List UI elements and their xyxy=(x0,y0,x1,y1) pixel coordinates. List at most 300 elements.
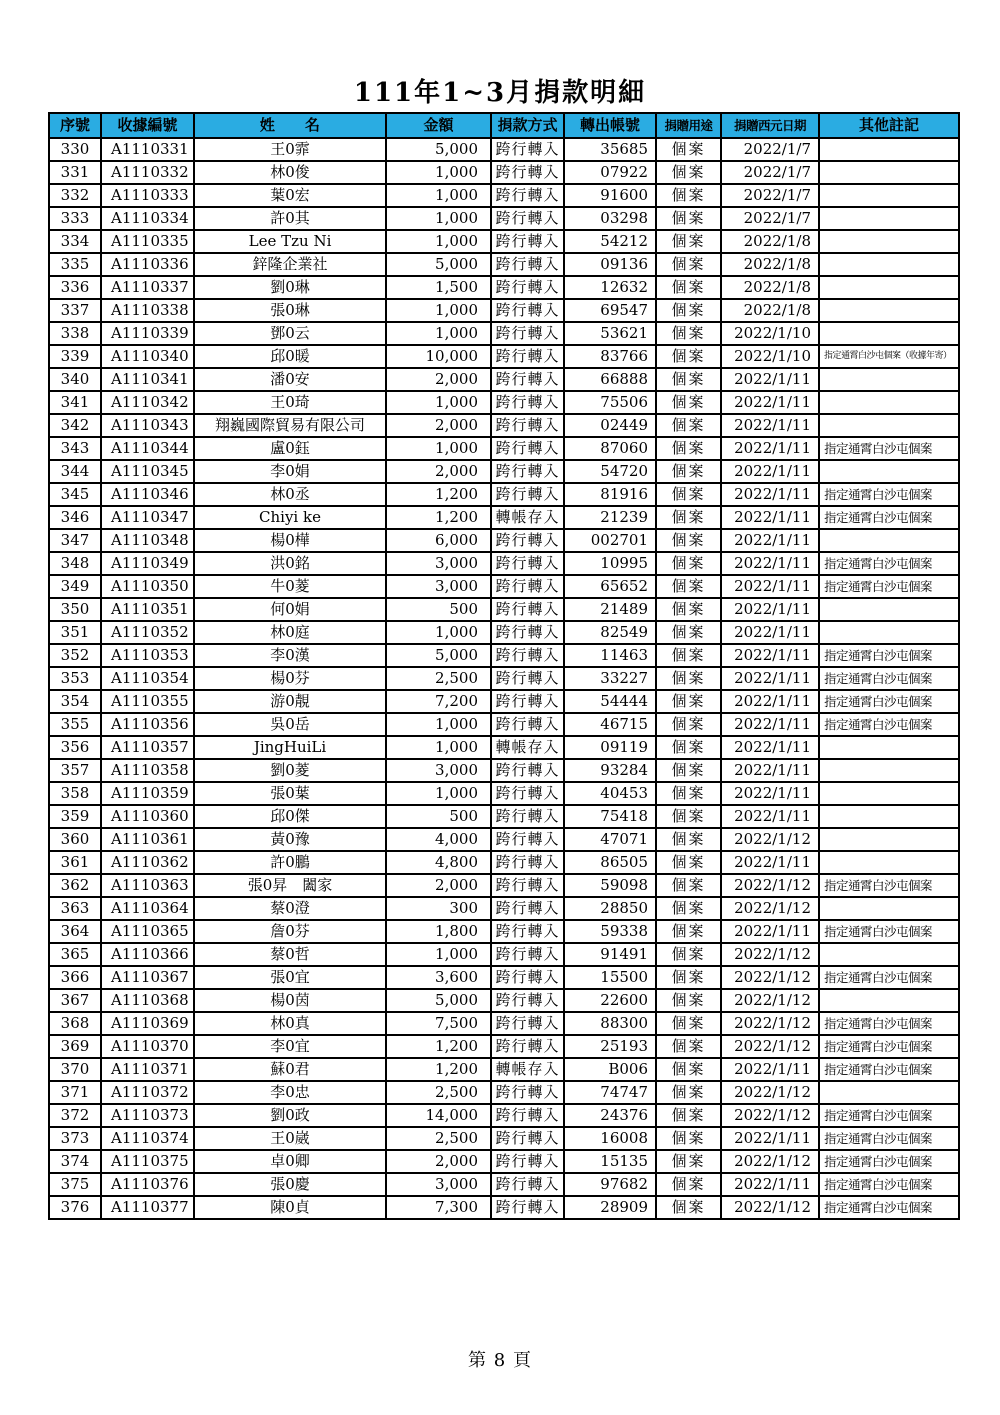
cell-other-notes xyxy=(819,230,959,253)
cell-transfer-account: 53621 xyxy=(564,322,656,345)
cell-transfer-account: 33227 xyxy=(564,667,656,690)
cell-serial: 363 xyxy=(49,897,101,920)
cell-donor-name: 許0其 xyxy=(194,207,386,230)
cell-transfer-account: 82549 xyxy=(564,621,656,644)
cell-donor-name: 鋅隆企業社 xyxy=(194,253,386,276)
cell-serial: 367 xyxy=(49,989,101,1012)
cell-serial: 373 xyxy=(49,1127,101,1150)
cell-amount: 1,000 xyxy=(386,782,491,805)
cell-donation-date: 2022/1/11 xyxy=(721,552,819,575)
table-row xyxy=(49,667,959,690)
cell-donor-name: 林0真 xyxy=(194,1012,386,1035)
cell-donor-name: 王0琦 xyxy=(194,391,386,414)
cell-serial: 334 xyxy=(49,230,101,253)
cell-serial: 349 xyxy=(49,575,101,598)
page-number: 第 8 頁 xyxy=(468,1350,532,1371)
cell-receipt-number: A1110346 xyxy=(101,483,194,506)
table-row xyxy=(49,575,959,598)
cell-other-notes xyxy=(819,460,959,483)
cell-serial: 372 xyxy=(49,1104,101,1127)
cell-serial: 340 xyxy=(49,368,101,391)
cell-amount: 1,200 xyxy=(386,1035,491,1058)
cell-serial: 376 xyxy=(49,1196,101,1219)
cell-other-notes xyxy=(819,782,959,805)
cell-serial: 350 xyxy=(49,598,101,621)
cell-receipt-number: A1110354 xyxy=(101,667,194,690)
header-donor-name: 姓 名 xyxy=(194,113,386,138)
cell-other-notes xyxy=(819,943,959,966)
cell-donation-method: 跨行轉入 xyxy=(491,253,564,276)
cell-transfer-account: 15500 xyxy=(564,966,656,989)
cell-donation-method: 跨行轉入 xyxy=(491,1196,564,1219)
cell-donor-name: 林0庭 xyxy=(194,621,386,644)
cell-receipt-number: A1110370 xyxy=(101,1035,194,1058)
cell-donor-name: 張0昇 闔家 xyxy=(194,874,386,897)
cell-other-notes: 指定通霄白沙屯個案 xyxy=(819,1173,959,1196)
cell-donation-method: 跨行轉入 xyxy=(491,184,564,207)
cell-other-notes xyxy=(819,621,959,644)
cell-receipt-number: A1110368 xyxy=(101,989,194,1012)
cell-receipt-number: A1110343 xyxy=(101,414,194,437)
cell-receipt-number: A1110372 xyxy=(101,1081,194,1104)
cell-receipt-number: A1110366 xyxy=(101,943,194,966)
cell-serial: 364 xyxy=(49,920,101,943)
cell-donation-date: 2022/1/11 xyxy=(721,920,819,943)
cell-receipt-number: A1110367 xyxy=(101,966,194,989)
cell-other-notes: 指定通霄白沙屯個案 xyxy=(819,1012,959,1035)
cell-donation-date: 2022/1/8 xyxy=(721,276,819,299)
cell-receipt-number: A1110340 xyxy=(101,345,194,368)
cell-transfer-account: 83766 xyxy=(564,345,656,368)
cell-receipt-number: A1110373 xyxy=(101,1104,194,1127)
cell-transfer-account: 69547 xyxy=(564,299,656,322)
cell-donation-date: 2022/1/11 xyxy=(721,759,819,782)
cell-donation-purpose: 個案 xyxy=(656,437,721,460)
cell-receipt-number: A1110344 xyxy=(101,437,194,460)
table-row xyxy=(49,920,959,943)
cell-donation-purpose: 個案 xyxy=(656,161,721,184)
cell-other-notes: 指定通霄白沙屯個案（收據年寄） xyxy=(819,345,959,368)
cell-donation-purpose: 個案 xyxy=(656,368,721,391)
cell-transfer-account: 54212 xyxy=(564,230,656,253)
table-row xyxy=(49,299,959,322)
cell-transfer-account: 91491 xyxy=(564,943,656,966)
cell-donor-name: Lee Tzu Ni xyxy=(194,230,386,253)
cell-receipt-number: A1110339 xyxy=(101,322,194,345)
cell-transfer-account: B006 xyxy=(564,1058,656,1081)
cell-transfer-account: 46715 xyxy=(564,713,656,736)
table-row xyxy=(49,644,959,667)
cell-receipt-number: A1110345 xyxy=(101,460,194,483)
cell-receipt-number: A1110331 xyxy=(101,138,194,161)
table-row xyxy=(49,552,959,575)
cell-donation-method: 跨行轉入 xyxy=(491,805,564,828)
cell-donor-name: 楊0樺 xyxy=(194,529,386,552)
cell-receipt-number: A1110350 xyxy=(101,575,194,598)
cell-amount: 5,000 xyxy=(386,644,491,667)
cell-serial: 339 xyxy=(49,345,101,368)
cell-receipt-number: A1110336 xyxy=(101,253,194,276)
cell-other-notes: 指定通霄白沙屯個案 xyxy=(819,1196,959,1219)
table-row xyxy=(49,161,959,184)
cell-donation-purpose: 個案 xyxy=(656,1196,721,1219)
cell-other-notes: 指定通霄白沙屯個案 xyxy=(819,690,959,713)
cell-donation-purpose: 個案 xyxy=(656,253,721,276)
table-row xyxy=(49,276,959,299)
header-amount: 金額 xyxy=(386,113,491,138)
cell-other-notes: 指定通霄白沙屯個案 xyxy=(819,713,959,736)
cell-donation-method: 跨行轉入 xyxy=(491,1173,564,1196)
cell-other-notes xyxy=(819,1081,959,1104)
cell-receipt-number: A1110342 xyxy=(101,391,194,414)
header-other-notes: 其他註記 xyxy=(819,113,959,138)
cell-other-notes xyxy=(819,529,959,552)
header-donation-purpose: 捐贈用途 xyxy=(656,113,721,138)
cell-donation-date: 2022/1/11 xyxy=(721,437,819,460)
cell-donation-method: 跨行轉入 xyxy=(491,690,564,713)
header-donation-method: 捐款方式 xyxy=(491,113,564,138)
cell-serial: 333 xyxy=(49,207,101,230)
cell-other-notes: 指定通霄白沙屯個案 xyxy=(819,1150,959,1173)
cell-donation-method: 跨行轉入 xyxy=(491,621,564,644)
cell-donor-name: 邱0暖 xyxy=(194,345,386,368)
cell-donation-method: 跨行轉入 xyxy=(491,598,564,621)
cell-serial: 357 xyxy=(49,759,101,782)
table-row xyxy=(49,322,959,345)
table-row xyxy=(49,460,959,483)
cell-donation-purpose: 個案 xyxy=(656,322,721,345)
cell-donation-method: 跨行轉入 xyxy=(491,644,564,667)
cell-receipt-number: A1110351 xyxy=(101,598,194,621)
cell-amount: 500 xyxy=(386,805,491,828)
cell-serial: 366 xyxy=(49,966,101,989)
cell-donation-date: 2022/1/12 xyxy=(721,989,819,1012)
cell-donation-purpose: 個案 xyxy=(656,943,721,966)
cell-other-notes xyxy=(819,161,959,184)
cell-amount: 1,000 xyxy=(386,299,491,322)
cell-receipt-number: A1110335 xyxy=(101,230,194,253)
cell-donation-method: 跨行轉入 xyxy=(491,828,564,851)
table-header xyxy=(49,113,959,138)
cell-donor-name: 劉0琳 xyxy=(194,276,386,299)
cell-amount: 1,000 xyxy=(386,161,491,184)
table-row xyxy=(49,851,959,874)
table-row xyxy=(49,1058,959,1081)
table-row xyxy=(49,138,959,161)
cell-donor-name: 林0丞 xyxy=(194,483,386,506)
cell-amount: 2,000 xyxy=(386,460,491,483)
cell-receipt-number: A1110338 xyxy=(101,299,194,322)
cell-donation-date: 2022/1/11 xyxy=(721,1127,819,1150)
cell-amount: 1,200 xyxy=(386,506,491,529)
cell-amount: 7,200 xyxy=(386,690,491,713)
cell-transfer-account: 87060 xyxy=(564,437,656,460)
cell-donation-purpose: 個案 xyxy=(656,299,721,322)
table-row xyxy=(49,621,959,644)
cell-amount: 1,000 xyxy=(386,207,491,230)
cell-other-notes: 指定通霄白沙屯個案 xyxy=(819,1058,959,1081)
cell-donor-name: 翔巍國際貿易有限公司 xyxy=(194,414,386,437)
cell-other-notes: 指定通霄白沙屯個案 xyxy=(819,920,959,943)
cell-donation-purpose: 個案 xyxy=(656,874,721,897)
cell-donor-name: 詹0芬 xyxy=(194,920,386,943)
cell-serial: 338 xyxy=(49,322,101,345)
cell-donation-date: 2022/1/11 xyxy=(721,483,819,506)
cell-donation-method: 跨行轉入 xyxy=(491,230,564,253)
cell-donation-purpose: 個案 xyxy=(656,138,721,161)
cell-donor-name: 吳0岳 xyxy=(194,713,386,736)
table-row xyxy=(49,690,959,713)
cell-donation-purpose: 個案 xyxy=(656,506,721,529)
cell-donation-date: 2022/1/12 xyxy=(721,828,819,851)
cell-donation-date: 2022/1/11 xyxy=(721,391,819,414)
cell-serial: 346 xyxy=(49,506,101,529)
cell-donor-name: JingHuiLi xyxy=(194,736,386,759)
cell-donation-purpose: 個案 xyxy=(656,345,721,368)
cell-donor-name: 牛0菱 xyxy=(194,575,386,598)
cell-donor-name: 蔡0澄 xyxy=(194,897,386,920)
cell-serial: 348 xyxy=(49,552,101,575)
cell-donor-name: 張0葉 xyxy=(194,782,386,805)
cell-donor-name: 王0霏 xyxy=(194,138,386,161)
cell-other-notes: 指定通霄白沙屯個案 xyxy=(819,667,959,690)
cell-other-notes xyxy=(819,276,959,299)
cell-amount: 1,000 xyxy=(386,713,491,736)
cell-receipt-number: A1110371 xyxy=(101,1058,194,1081)
cell-donation-date: 2022/1/11 xyxy=(721,414,819,437)
cell-donation-method: 跨行轉入 xyxy=(491,138,564,161)
header-transfer-account: 轉出帳號 xyxy=(564,113,656,138)
cell-other-notes: 指定通霄白沙屯個案 xyxy=(819,437,959,460)
cell-transfer-account: 66888 xyxy=(564,368,656,391)
cell-donation-purpose: 個案 xyxy=(656,966,721,989)
cell-donor-name: 陳0貞 xyxy=(194,1196,386,1219)
cell-donation-date: 2022/1/12 xyxy=(721,1035,819,1058)
cell-amount: 10,000 xyxy=(386,345,491,368)
cell-transfer-account: 86505 xyxy=(564,851,656,874)
table-row xyxy=(49,1196,959,1219)
table-row xyxy=(49,529,959,552)
cell-amount: 2,500 xyxy=(386,667,491,690)
cell-other-notes xyxy=(819,391,959,414)
cell-donation-date: 2022/1/11 xyxy=(721,621,819,644)
cell-receipt-number: A1110352 xyxy=(101,621,194,644)
cell-transfer-account: 15135 xyxy=(564,1150,656,1173)
cell-receipt-number: A1110349 xyxy=(101,552,194,575)
cell-donation-method: 跨行轉入 xyxy=(491,161,564,184)
cell-amount: 1,000 xyxy=(386,230,491,253)
cell-donor-name: 張0琳 xyxy=(194,299,386,322)
cell-transfer-account: 03298 xyxy=(564,207,656,230)
cell-donor-name: 李0宜 xyxy=(194,1035,386,1058)
table-row xyxy=(49,759,959,782)
cell-receipt-number: A1110364 xyxy=(101,897,194,920)
cell-amount: 3,000 xyxy=(386,1173,491,1196)
cell-donation-purpose: 個案 xyxy=(656,575,721,598)
table-row xyxy=(49,207,959,230)
cell-amount: 3,000 xyxy=(386,575,491,598)
cell-donation-purpose: 個案 xyxy=(656,1012,721,1035)
cell-donation-purpose: 個案 xyxy=(656,736,721,759)
cell-donor-name: 林0俊 xyxy=(194,161,386,184)
cell-donation-date: 2022/1/11 xyxy=(721,782,819,805)
cell-donation-date: 2022/1/11 xyxy=(721,1058,819,1081)
cell-serial: 358 xyxy=(49,782,101,805)
cell-amount: 3,000 xyxy=(386,552,491,575)
cell-donation-method: 跨行轉入 xyxy=(491,989,564,1012)
cell-amount: 1,000 xyxy=(386,736,491,759)
table-row xyxy=(49,828,959,851)
cell-donation-purpose: 個案 xyxy=(656,207,721,230)
cell-amount: 3,000 xyxy=(386,759,491,782)
cell-serial: 345 xyxy=(49,483,101,506)
cell-donation-date: 2022/1/11 xyxy=(721,506,819,529)
cell-serial: 369 xyxy=(49,1035,101,1058)
cell-donor-name: 張0宜 xyxy=(194,966,386,989)
header-receipt-number: 收據編號 xyxy=(101,113,194,138)
cell-transfer-account: 65652 xyxy=(564,575,656,598)
cell-donation-method: 轉帳存入 xyxy=(491,506,564,529)
cell-transfer-account: 11463 xyxy=(564,644,656,667)
cell-amount: 7,300 xyxy=(386,1196,491,1219)
cell-donation-method: 跨行轉入 xyxy=(491,713,564,736)
cell-serial: 375 xyxy=(49,1173,101,1196)
cell-donor-name: 洪0銘 xyxy=(194,552,386,575)
cell-amount: 4,000 xyxy=(386,828,491,851)
cell-amount: 500 xyxy=(386,598,491,621)
cell-transfer-account: 40453 xyxy=(564,782,656,805)
cell-donation-method: 跨行轉入 xyxy=(491,1127,564,1150)
cell-donation-date: 2022/1/11 xyxy=(721,460,819,483)
table-row xyxy=(49,368,959,391)
cell-receipt-number: A1110353 xyxy=(101,644,194,667)
cell-other-notes xyxy=(819,989,959,1012)
cell-donation-method: 跨行轉入 xyxy=(491,276,564,299)
cell-transfer-account: 28850 xyxy=(564,897,656,920)
cell-donation-date: 2022/1/11 xyxy=(721,598,819,621)
cell-transfer-account: 09136 xyxy=(564,253,656,276)
cell-donation-purpose: 個案 xyxy=(656,690,721,713)
cell-donation-purpose: 個案 xyxy=(656,1104,721,1127)
cell-serial: 359 xyxy=(49,805,101,828)
table-row xyxy=(49,782,959,805)
cell-donation-purpose: 個案 xyxy=(656,1081,721,1104)
cell-donor-name: 蔡0哲 xyxy=(194,943,386,966)
cell-donor-name: 蘇0君 xyxy=(194,1058,386,1081)
cell-other-notes: 指定通霄白沙屯個案 xyxy=(819,1127,959,1150)
cell-donation-method: 跨行轉入 xyxy=(491,1150,564,1173)
cell-donation-method: 跨行轉入 xyxy=(491,207,564,230)
cell-donation-date: 2022/1/11 xyxy=(721,575,819,598)
cell-serial: 351 xyxy=(49,621,101,644)
cell-amount: 1,000 xyxy=(386,184,491,207)
cell-donation-date: 2022/1/10 xyxy=(721,345,819,368)
cell-donation-method: 跨行轉入 xyxy=(491,460,564,483)
cell-donation-method: 跨行轉入 xyxy=(491,874,564,897)
cell-receipt-number: A1110375 xyxy=(101,1150,194,1173)
cell-donor-name: 楊0芬 xyxy=(194,667,386,690)
cell-serial: 342 xyxy=(49,414,101,437)
cell-serial: 343 xyxy=(49,437,101,460)
cell-transfer-account: 22600 xyxy=(564,989,656,1012)
cell-serial: 356 xyxy=(49,736,101,759)
cell-donation-date: 2022/1/11 xyxy=(721,690,819,713)
cell-amount: 1,000 xyxy=(386,437,491,460)
cell-transfer-account: 07922 xyxy=(564,161,656,184)
cell-donation-method: 跨行轉入 xyxy=(491,391,564,414)
cell-donation-date: 2022/1/7 xyxy=(721,161,819,184)
cell-transfer-account: 16008 xyxy=(564,1127,656,1150)
cell-donor-name: 盧0鈺 xyxy=(194,437,386,460)
cell-donation-purpose: 個案 xyxy=(656,667,721,690)
cell-donation-date: 2022/1/8 xyxy=(721,299,819,322)
cell-serial: 374 xyxy=(49,1150,101,1173)
cell-other-notes xyxy=(819,299,959,322)
cell-amount: 1,000 xyxy=(386,621,491,644)
cell-transfer-account: 75418 xyxy=(564,805,656,828)
table-row xyxy=(49,414,959,437)
cell-transfer-account: 54720 xyxy=(564,460,656,483)
cell-donation-date: 2022/1/11 xyxy=(721,1173,819,1196)
table-row xyxy=(49,1012,959,1035)
cell-receipt-number: A1110377 xyxy=(101,1196,194,1219)
cell-amount: 2,500 xyxy=(386,1081,491,1104)
cell-donor-name: 潘0安 xyxy=(194,368,386,391)
cell-amount: 1,000 xyxy=(386,322,491,345)
table-row xyxy=(49,736,959,759)
cell-donor-name: 黃0豫 xyxy=(194,828,386,851)
cell-receipt-number: A1110361 xyxy=(101,828,194,851)
cell-donation-purpose: 個案 xyxy=(656,828,721,851)
cell-amount: 5,000 xyxy=(386,253,491,276)
cell-donation-date: 2022/1/12 xyxy=(721,874,819,897)
cell-donation-method: 跨行轉入 xyxy=(491,897,564,920)
cell-donation-purpose: 個案 xyxy=(656,460,721,483)
cell-other-notes xyxy=(819,414,959,437)
cell-donation-date: 2022/1/11 xyxy=(721,736,819,759)
cell-other-notes xyxy=(819,897,959,920)
cell-serial: 330 xyxy=(49,138,101,161)
cell-transfer-account: 12632 xyxy=(564,276,656,299)
cell-donation-date: 2022/1/12 xyxy=(721,1196,819,1219)
cell-receipt-number: A1110357 xyxy=(101,736,194,759)
cell-transfer-account: 54444 xyxy=(564,690,656,713)
cell-donation-date: 2022/1/11 xyxy=(721,644,819,667)
cell-transfer-account: 74747 xyxy=(564,1081,656,1104)
cell-donor-name: 李0娟 xyxy=(194,460,386,483)
cell-donation-date: 2022/1/12 xyxy=(721,1012,819,1035)
cell-donation-date: 2022/1/12 xyxy=(721,1081,819,1104)
cell-transfer-account: 28909 xyxy=(564,1196,656,1219)
cell-other-notes: 指定通霄白沙屯個案 xyxy=(819,1035,959,1058)
cell-serial: 370 xyxy=(49,1058,101,1081)
cell-donation-date: 2022/1/11 xyxy=(721,851,819,874)
cell-donation-method: 跨行轉入 xyxy=(491,966,564,989)
cell-donor-name: 何0娟 xyxy=(194,598,386,621)
cell-other-notes xyxy=(819,828,959,851)
cell-receipt-number: A1110333 xyxy=(101,184,194,207)
cell-donation-purpose: 個案 xyxy=(656,782,721,805)
cell-donation-method: 轉帳存入 xyxy=(491,1058,564,1081)
cell-transfer-account: 21239 xyxy=(564,506,656,529)
cell-donation-purpose: 個案 xyxy=(656,230,721,253)
cell-transfer-account: 59338 xyxy=(564,920,656,943)
cell-amount: 2,000 xyxy=(386,368,491,391)
cell-amount: 1,000 xyxy=(386,391,491,414)
cell-serial: 335 xyxy=(49,253,101,276)
cell-donation-date: 2022/1/11 xyxy=(721,529,819,552)
cell-donation-method: 跨行轉入 xyxy=(491,782,564,805)
